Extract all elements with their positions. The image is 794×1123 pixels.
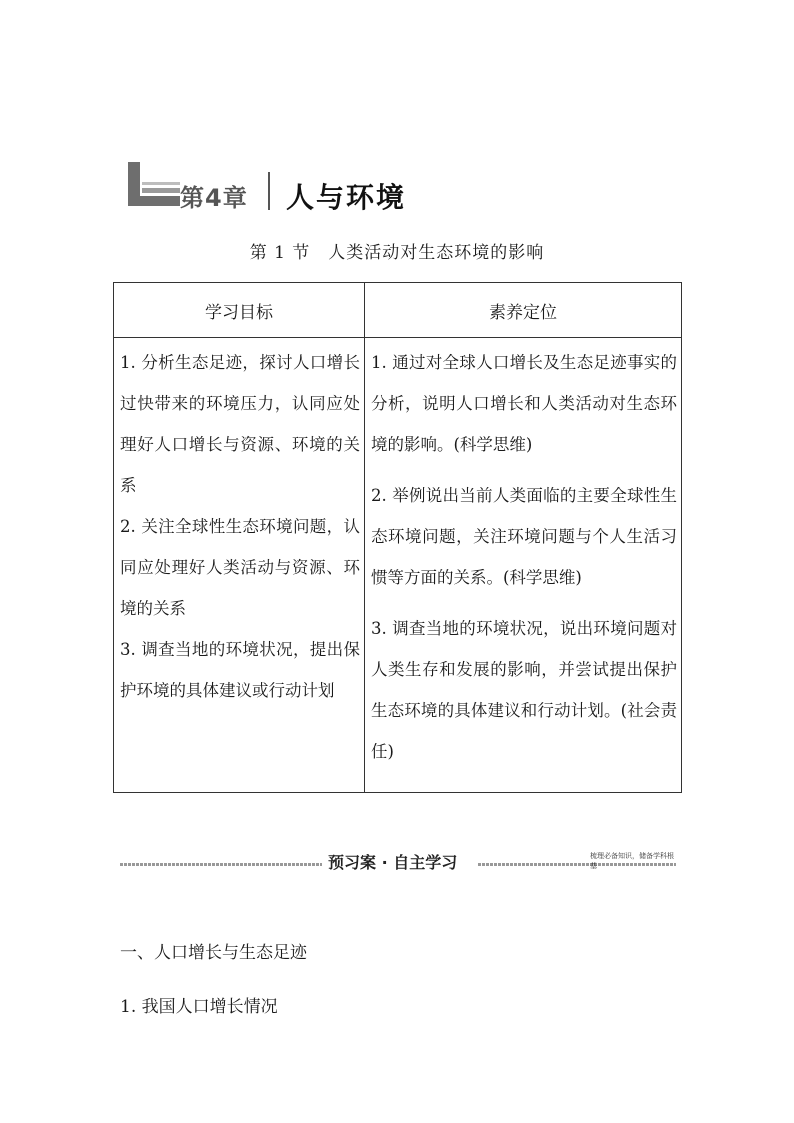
list-item: 2. 关注全球性生态环境问题，认同应处理好人类活动与资源、环境的关系 <box>120 517 360 618</box>
banner-note: 梳理必备知识，储备学科根基 <box>590 852 674 870</box>
section-banner <box>120 848 676 878</box>
content-subheading: 1. 我国人口增长情况 <box>120 997 278 1017</box>
list-item: 3. 调查当地的环境状况，说出环境问题对人类生存和发展的影响，并尝试提出保护生态环境的具体建议和行动计划。(社会责任) <box>371 619 677 761</box>
section-title: 第 1 节 人类活动对生态环境的影响 <box>249 243 545 263</box>
literacy-cell <box>365 338 682 793</box>
list-item: 1. 分析生态足迹，探讨人口增长过快带来的环境压力，认同应处理好人口增长与资源、环境的关系 <box>120 353 360 495</box>
list-item: 2. 举例说出当前人类面临的主要全球性生态环境问题，关注环境问题与个人生活习惯等方面的关系。(科学思维) <box>371 486 677 587</box>
chapter-logo-icon <box>126 158 186 210</box>
chapter-header <box>126 158 426 214</box>
list-item: 3. 调查当地的环境状况，提出保护环境的具体建议或行动计划 <box>120 640 360 700</box>
learning-goals-table <box>113 282 682 793</box>
table-row <box>114 338 682 793</box>
learning-goals-cell <box>114 338 365 793</box>
banner-title: 预习案 · 自主学习 <box>328 853 458 872</box>
chapter-divider <box>268 172 270 210</box>
list-item: 1. 通过对全球人口增长及生态足迹事实的分析，说明人口增长和人类活动对生态环境的影响。(科学思维) <box>371 353 677 454</box>
chapter-title: 人与环境 <box>286 181 407 214</box>
banner-divider-left <box>120 863 322 866</box>
table-header-literacy: 素养定位 <box>365 283 682 338</box>
content-heading: 一、人口增长与生态足迹 <box>120 943 307 963</box>
table-header-row <box>114 283 682 338</box>
chapter-number: 第4章 <box>180 184 248 212</box>
table-header-learning-goals: 学习目标 <box>114 283 365 338</box>
